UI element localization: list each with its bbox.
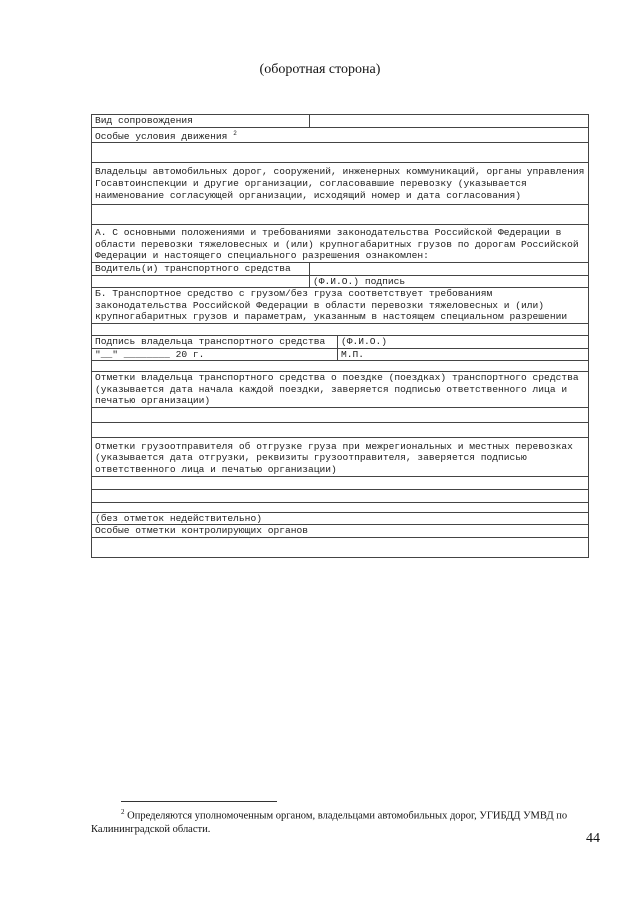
owners-approval-text: Владельцы автомобильных дорог, сооружений, инженерных коммуникаций, органы управления Госавтоинспекции и другие организации, согласовавшие перевозку (указывается наименование согласующей организации, исходящий номер и дата согласования) (92, 163, 589, 205)
special-conditions-label: Особые условия движения (95, 130, 228, 142)
stamp-label: М.П. (338, 348, 589, 361)
footnote-text: Определяются уполномоченным органом, владельцами автомобильных дорог, УГИБДД УМВД по Калининградской области. (91, 810, 568, 835)
footnote-ref: 2 (233, 129, 237, 137)
escort-type-value (310, 115, 589, 128)
page-heading: (оборотная сторона) (259, 62, 381, 77)
footnote-marker: 2 (121, 808, 125, 816)
control-marks-blank (92, 537, 589, 557)
control-marks-row (92, 525, 589, 538)
footnote-separator (121, 801, 277, 802)
escort-type-row (92, 115, 589, 128)
owners-approval-row (92, 163, 589, 205)
driver-sign-row (92, 275, 589, 288)
permit-back-form (91, 114, 589, 558)
blank-row (92, 361, 589, 372)
section-b-text: Б. Транспортное средство с грузом/без груза соответствует требованиям законодательства Российской Федерации в области перевозки тяжеловесных и (или) крупногабаритных грузов и параметрам, указанным в настоящем специальном разрешении (92, 288, 589, 324)
blank-row (92, 476, 589, 489)
shipper-marks-text: Отметки грузоотправителя об отгрузке груза при межрегиональных и местных перевозках (указывается дата отгрузки, реквизиты грузоотправителя, заверяется подписью ответственного лица и печатью организации) (92, 437, 589, 476)
blank-row (92, 422, 589, 437)
blank-row (92, 143, 589, 163)
driver-sign-label: (Ф.И.О.) подпись (310, 275, 589, 288)
driver-value (310, 262, 589, 275)
owner-sign-label: Подпись владельца транспортного средства (92, 335, 338, 348)
blank-row (92, 407, 589, 422)
escort-type-label: Вид сопровождения (92, 115, 310, 128)
date-stamp-row (92, 348, 589, 361)
special-conditions-row (92, 127, 589, 143)
invalid-note: (без отметок недействительно) (92, 512, 589, 525)
shipper-marks-row (92, 437, 589, 476)
date-line: "__" ________ 20 г. (92, 348, 338, 361)
owner-trips-row (92, 372, 589, 408)
owner-fio-label: (Ф.И.О.) (338, 335, 589, 348)
blank-row (92, 489, 589, 502)
section-b-row (92, 288, 589, 324)
blank-row (92, 502, 589, 512)
control-marks-label: Особые отметки контролирующих органов (92, 525, 589, 538)
owner-trips-text: Отметки владельца транспортного средства о поездке (поездках) транспортного средства (указывается дата начала каждой поездки, заверяется подписью ответственного лица и печатью организации) (92, 372, 589, 408)
page-number: 44 (586, 831, 600, 846)
section-a-text: А. С основными положениями и требованиями законодательства Российской Федерации в области перевозки тяжеловесных и (или) крупногабаритных грузов по дорогам Российской Федерации и настоящего специального разрешения ознакомлен: (92, 225, 589, 263)
blank-row (92, 323, 589, 335)
driver-label: Водитель(и) транспортного средства (92, 262, 310, 275)
special-conditions-cell (92, 127, 589, 143)
driver-row (92, 262, 589, 275)
driver-sign-spacer (92, 275, 310, 288)
section-a-row (92, 225, 589, 263)
owner-sign-row (92, 335, 589, 348)
invalid-note-row (92, 512, 589, 525)
footnote (91, 806, 601, 836)
blank-row (92, 205, 589, 225)
